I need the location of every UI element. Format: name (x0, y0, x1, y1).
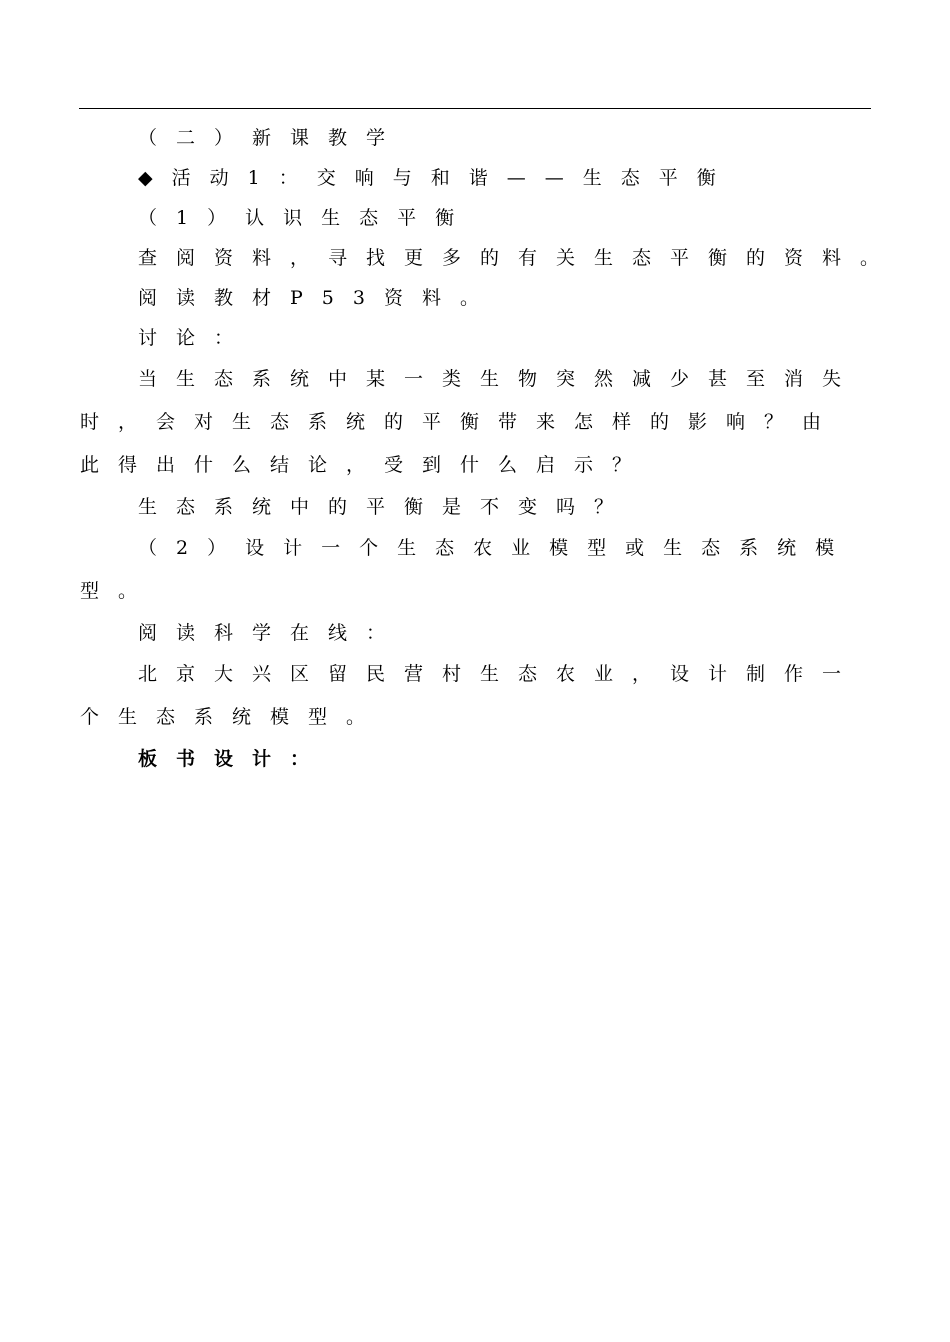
board-design-heading: 板书设计： (138, 748, 329, 770)
paragraph-line: 查阅资料，寻找更多的有关生态平衡的资料。 (138, 247, 899, 269)
subsection-heading-1: （1）认识生态平衡 (138, 207, 474, 229)
activity-heading: ◆活动1：交响与和谐——生态平衡 (138, 167, 735, 189)
discussion-label: 讨论： (138, 327, 253, 349)
section-heading: （二）新课教学 (138, 127, 405, 149)
paragraph-line: 当生态系统中某一类生物突然减少甚至消失 (138, 368, 861, 390)
document-body (80, 118, 899, 779)
paragraph-line: 北京大兴区留民营村生态农业，设计制作一 (138, 663, 861, 685)
header-rule (79, 108, 871, 109)
diamond-bullet-icon: ◆ (138, 167, 172, 189)
paragraph-line: 个生态系统模型。 (80, 706, 385, 728)
paragraph-line: 此得出什么结论，受到什么启示？ (80, 454, 651, 476)
subsection-heading-2: （2）设计一个生态农业模型或生态系统模 (138, 537, 854, 559)
reading-label: 阅读科学在线： (138, 622, 405, 644)
paragraph-line: 阅读教材P53资料。 (138, 287, 498, 309)
paragraph-line: 时，会对生态系统的平衡带来怎样的影响？由 (80, 411, 841, 433)
paragraph-line: 生态系统中的平衡是不变吗？ (138, 496, 633, 518)
paragraph-line: 型。 (80, 580, 157, 602)
